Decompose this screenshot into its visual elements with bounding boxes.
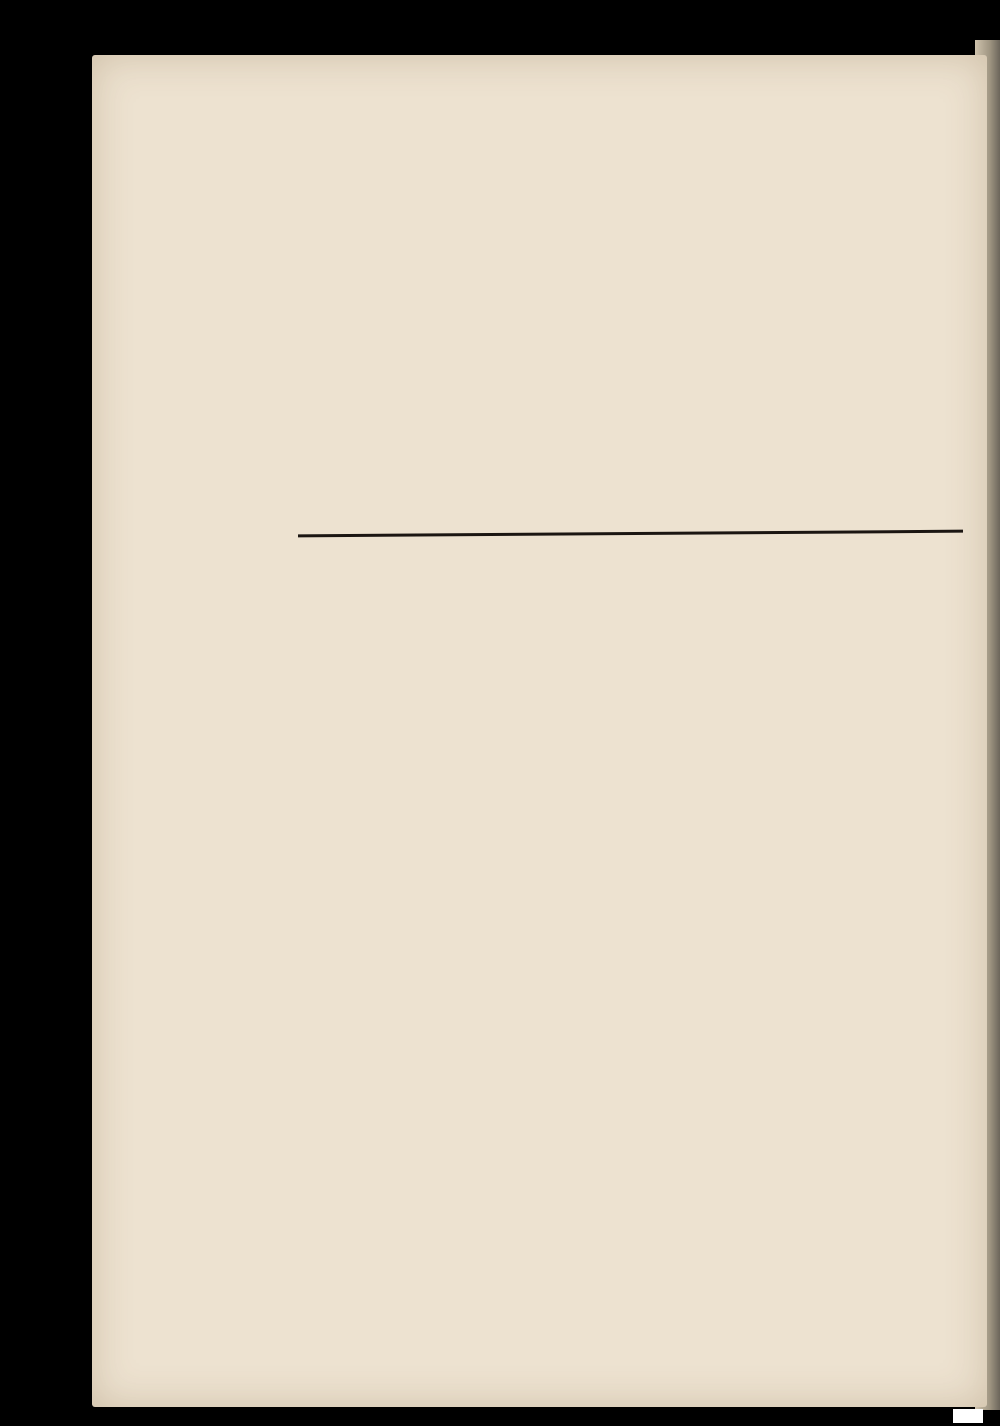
dfg-logo — [953, 1409, 983, 1423]
page-header — [283, 80, 963, 120]
book-page — [92, 55, 987, 1407]
drop-cap — [290, 632, 402, 742]
